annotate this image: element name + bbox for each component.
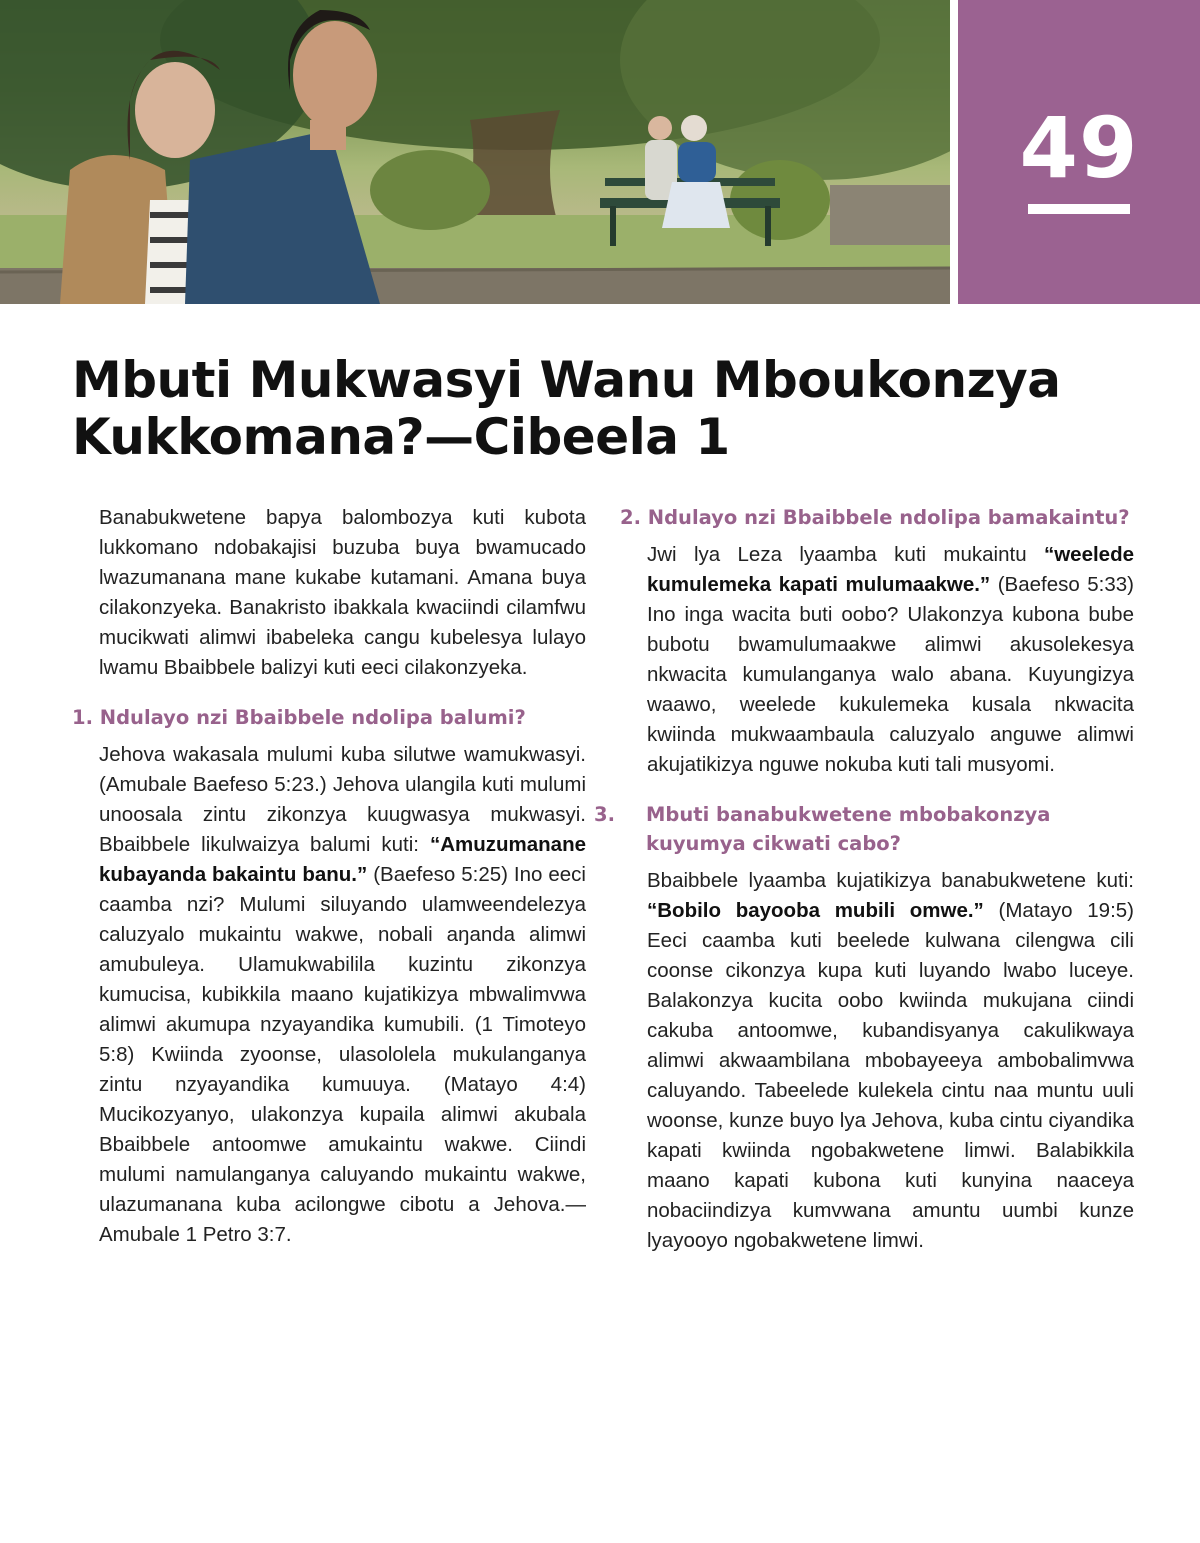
section-2-heading-text: Ndulayo nzi Bbaibbele ndolipa bamakaintu? <box>647 506 1130 529</box>
section-3-text-a: Bbaibbele lyaamba kujatikizya banabukwetene kuti: <box>647 869 1134 892</box>
section-3-quote: “Bobilo bayooba mubili omwe.” <box>647 899 984 922</box>
page-title: Mbuti Mukwasyi Wanu Mboukonzya Kukkomana?—Cibeela 1 <box>72 351 1061 466</box>
section-1-quote: “Amuzumanane kubayanda bakaintu banu.” <box>99 833 586 886</box>
park-scene-illustration <box>0 0 950 304</box>
lesson-number-underline <box>1028 204 1130 214</box>
section-1-number: 1. <box>72 706 93 729</box>
left-column <box>72 503 586 1250</box>
section-2-text-b: (Baefeso 5:33) Ino inga wacita buti oobo? Ulakonzya kubona bube bubotu bwamulumaakwe alimwi akusolekesya nkwacita kumulanganya walo abana. Kuyungizya waawo, weelede kukulemeka kusala nkwacita kwiinda mukwaambaula caluzyalo anguwe alimwi akujatikizya nguwe nokuba kuti tali musyomi. <box>647 573 1135 776</box>
section-1-text-a: Jehova wakasala mulumi kuba silutwe wamukwasyi. (Amubale Baefeso 5:23.) Jehova ulangila kuti mulumi unoosala zintu zikonzya kuugwasya mukwasyi. Bbaibbele likulwaizya balumi kuti: <box>99 743 586 856</box>
section-3-heading-text: Mbuti banabukwetene mbobakonzya kuyumya cikwati cabo? <box>646 803 1051 855</box>
section-2-paragraph <box>620 540 1134 780</box>
section-3-text-b: (Matayo 19:5) Eeci caamba kuti beelede kulwana cilengwa cili coonse cikonzya kupa kuti luyando lwabo luceye. Balakonzya kucita oobo kwiinda mukujana ciindi cakuba antoomwe, kubandisyanya cakulikwaya alimwi akwaambilana mbobayeeya ambobalimvwa caluyando. Tabeelede kulekela cintu naa muntu uuli woonse, kunze buyo lya Jehova, kuba cintu ciyandika kapati kwiinda ngobakwetene limwi. Balabikkila maano kapati kubona kuti kunyina naaceya nobaciindizya kumvwana amuntu uumbi kunze lyayooyo ngobakwetene limwi. <box>647 899 1134 1252</box>
lesson-number-block <box>958 0 1200 304</box>
section-1-heading <box>72 703 586 732</box>
section-1-text-b: (Baefeso 5:25) Ino eeci caamba nzi? Mulumi siluyando ulamweendelezya caluzyalo mukaintu wakwe, nobali aŋanda alimwi amubuleya. Ulamukwabilila kuzintu zikonzya kumucisa, kubikkila maano kujatikizya mbwalimvwa alimwi akumupa nzyayandika kumubili. (1 Timoteyo 5:8) Kwiinda zyoonse, ulasololela mukulanganya zintu nzyayandika kumuuya. (Matayo 4:4) Mucikozyanyo, ulakonzya kupaila alimwi akubala Bbaibbele antoomwe amukaintu wakwe. Ciindi mulumi namulanganya caluyando mukaintu wakwe, ulazumanana kuba acilongwe cibotu a Jehova.—Amubale 1 Petro 3:7. <box>99 863 586 1246</box>
section-2-heading <box>620 503 1134 532</box>
section-2-number: 2. <box>620 506 641 529</box>
intro-paragraph: Banabukwetene bapya balombozya kuti kubota lukkomano ndobakajisi buzuba buya bwamucado lwazumanana mane kukabe kutamani. Amana buya cilakonzyeka. Banakristo ibakkala kwaciindi cilamfwu mucikwati alimwi ibabeleka cangu kubelesya lulayo lwamu Bbaibbele balizyi kuti eeci cilakonzyeka. <box>99 506 586 679</box>
section-2-text-a: Jwi lya Leza lyaamba kuti mukaintu <box>647 543 1044 566</box>
lesson-number: 49 <box>1019 99 1139 197</box>
section-2-quote: “weelede kumulemeka kapati mulumaakwe.” <box>647 543 1134 596</box>
section-3-heading <box>594 800 1134 858</box>
section-1-paragraph <box>72 740 586 1250</box>
right-column <box>594 503 1135 1256</box>
section-3-number: 3. <box>594 803 615 826</box>
header-photo <box>0 0 950 304</box>
section-1-heading-text: Ndulayo nzi Bbaibbele ndolipa balumi? <box>99 706 526 729</box>
section-3-paragraph <box>620 866 1134 1256</box>
